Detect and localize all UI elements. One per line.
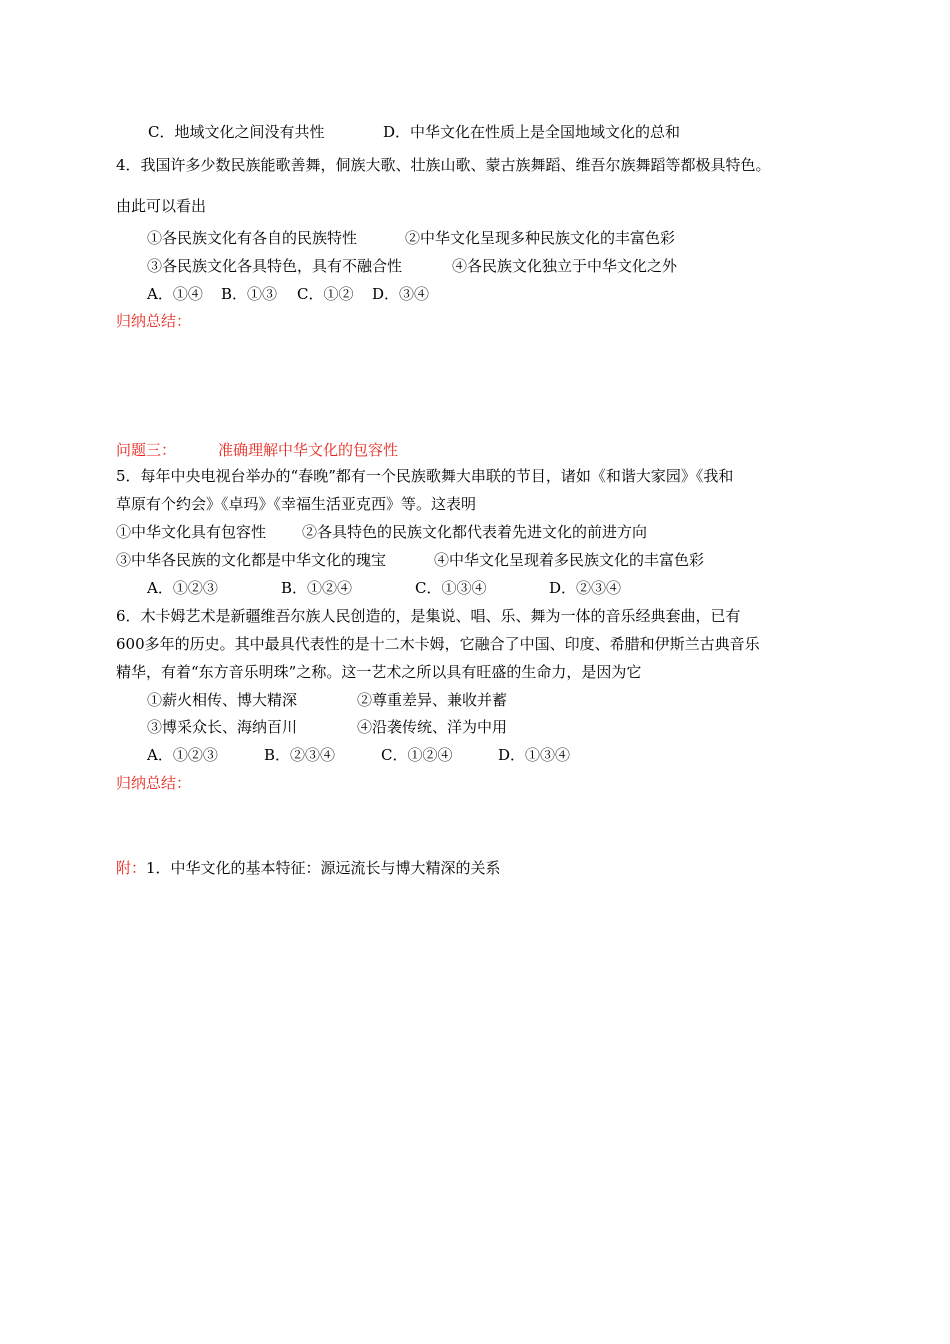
q6-stem-line3: 精华，有着“东方音乐明珠”之称。这一艺术之所以具有旺盛的生命力，是因为它: [116, 663, 642, 681]
q4-item-3: ③各民族文化各具特色，具有不融合性: [147, 257, 403, 275]
q3-option-d: D．中华文化在性质上是全国地域文化的总和: [383, 123, 681, 141]
q6-option-b: B．②③④: [264, 746, 336, 764]
q6-option-d: D．①③④: [498, 746, 571, 764]
summary-label-1: 归纳总结：: [116, 312, 192, 330]
appendix-text: 1．中华文化的基本特征：源远流长与博大精深的关系: [146, 859, 501, 877]
q6-item-2: ②尊重差异、兼收并蓄: [357, 691, 508, 709]
appendix-label: 附：: [116, 859, 147, 877]
summary-label-2: 归纳总结：: [116, 774, 192, 792]
section3-title: 准确理解中华文化的包容性: [218, 441, 399, 459]
q4-item-4: ④各民族文化独立于中华文化之外: [452, 257, 678, 275]
q5-item-2: ②各具特色的民族文化都代表着先进文化的前进方向: [302, 523, 648, 541]
q6-item-1: ①薪火相传、博大精深: [147, 691, 298, 709]
section3-label: 问题三：: [116, 441, 177, 459]
q5-stem-line1: 5．每年中央电视台举办的“春晚”都有一个民族歌舞大串联的节目，诸如《和谐大家园》《我和: [116, 467, 734, 485]
q4-stem-line1: 4．我国许多少数民族能歌善舞，侗族大歌、壮族山歌、蒙古族舞蹈、维吾尔族舞蹈等都极具特色。: [116, 156, 771, 174]
q6-option-a: A．①②③: [147, 746, 218, 764]
q4-stem-line2: 由此可以看出: [116, 197, 207, 215]
q4-option-b: B．①③: [221, 285, 278, 303]
q4-option-a: A．①④: [147, 285, 203, 303]
q5-stem-line2: 草原有个约会》《卓玛》《幸福生活亚克西》等。这表明: [116, 495, 477, 513]
q5-option-a: A．①②③: [147, 579, 218, 597]
q5-item-3: ③中华各民族的文化都是中华文化的瑰宝: [116, 551, 387, 569]
q5-option-c: C．①③④: [415, 579, 487, 597]
q6-item-4: ④沿袭传统、洋为中用: [357, 718, 508, 736]
q4-option-c: C．①②: [297, 285, 354, 303]
q4-option-d: D．③④: [372, 285, 430, 303]
q6-item-3: ③博采众长、海纳百川: [147, 718, 298, 736]
q3-option-c: C．地域文化之间没有共性: [148, 123, 325, 141]
q5-item-1: ①中华文化具有包容性: [116, 523, 267, 541]
q4-item-1: ①各民族文化有各自的民族特性: [147, 229, 358, 247]
q4-item-2: ②中华文化呈现多种民族文化的丰富色彩: [405, 229, 676, 247]
q6-stem-line1: 6．木卡姆艺术是新疆维吾尔族人民创造的，是集说、唱、乐、舞为一体的音乐经典套曲，已有: [116, 607, 741, 625]
q5-item-4: ④中华文化呈现着多民族文化的丰富色彩: [434, 551, 705, 569]
q5-option-b: B．①②④: [281, 579, 353, 597]
q6-stem-line2: 600多年的历史。其中最具代表性的是十二木卡姆，它融合了中国、印度、希腊和伊斯兰古典音乐: [116, 635, 760, 653]
q5-option-d: D．②③④: [549, 579, 622, 597]
q6-option-c: C．①②④: [381, 746, 453, 764]
